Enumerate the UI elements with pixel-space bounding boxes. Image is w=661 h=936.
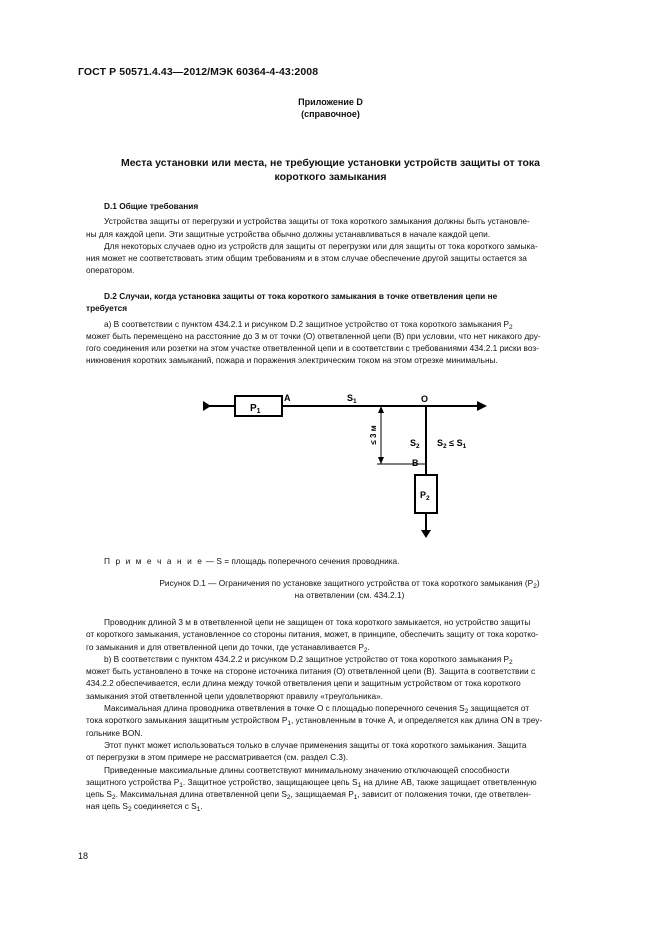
d2-a-line2: может быть перемещено на расстояние до 3 м от точки (O) ответвленной цепи (B) при условии, что нет никакого дру- bbox=[86, 330, 541, 341]
d2-heading-line1: D.2 Случаи, когда установка защиты от тока короткого замыкания в точке ответвления цепи не bbox=[104, 291, 498, 301]
s1-label: $S_1$ bbox=[347, 393, 357, 405]
title-line-1: Места установки или места, не требующие установки устройств защиты от тока bbox=[120, 157, 541, 169]
device-p1-label: $P_1$ bbox=[250, 403, 261, 415]
body-after-figure bbox=[86, 616, 613, 813]
branch-output-arrow bbox=[421, 530, 431, 538]
s2-label: $S_2$ bbox=[410, 438, 420, 450]
caption-line2: на ответвлении (см. 434.2.1) bbox=[294, 590, 405, 601]
g-line3: цепь $S_2$. Максимальная длина ответвленной цепи $S_2$, защищаемая $P_1$, зависит от положения точки, где ответвлен- bbox=[86, 789, 531, 802]
point-o-label: O bbox=[421, 394, 429, 404]
appendix-type: (справочное) bbox=[301, 109, 360, 119]
g-line1: Приведенные максимальные длины соответствуют минимальному значению отключающей способности bbox=[104, 764, 510, 775]
output-arrow bbox=[477, 401, 487, 411]
figure-caption bbox=[86, 577, 613, 602]
m-line2: тока короткого замыкания защитным устройством $P_1$, установленным в точке A, и определяется как длина ON в треу- bbox=[86, 715, 543, 728]
g-line2: защитного устройства $P_1$. Защитное устройство, защищающее цепь $S_1$ на длине AB, также защищает ответвленную bbox=[86, 776, 537, 789]
p3-line3: го замыкания и для ответвленной цепи до точки, где устанавливается $P_2$. bbox=[86, 641, 370, 654]
t-line1: Этот пункт может использоваться только в случае применения защиты от тока короткого замыкания. Защита bbox=[104, 739, 527, 750]
b-line2: может быть установлено в точке на стороне источника питания (O) ответвленной цепи (B). Защита в соответствии с bbox=[86, 666, 536, 677]
d2-a-line3: гого соединения или розетки на этом участке ответвленной цепи и в соответствии с требованиями 434.2.1 риски воз- bbox=[86, 343, 539, 354]
input-arrow bbox=[203, 401, 235, 411]
appendix-label: Приложение D bbox=[298, 97, 363, 107]
point-b-label: B bbox=[412, 458, 419, 468]
figure-note bbox=[104, 556, 399, 566]
b-line4: замыкания этой ответвленной цепи удовлетворяют правилу «треугольника». bbox=[86, 690, 383, 701]
d2-heading-line2: требуется bbox=[86, 303, 128, 314]
d1-p1-line2: ны для каждой цепи. Эти защитные устройства обычно должны устанавливаться в начале каждой цепи. bbox=[86, 228, 491, 239]
d2-a-line4: никновения коротких замыканий, пожара и поражения электрическим током на этом отрезке минимальны. bbox=[86, 355, 498, 366]
distance-dimension bbox=[377, 406, 426, 464]
d2-section bbox=[86, 290, 613, 367]
point-a-label: A bbox=[284, 393, 291, 403]
d1-p1-line1: Устройства защиты от перегрузки и устройства защиты от тока короткого замыкания должны быть установле- bbox=[104, 216, 530, 227]
d1-section bbox=[86, 200, 613, 277]
note-label: П р и м е ч а н и е bbox=[104, 556, 204, 566]
d1-p2-line3: оператором. bbox=[86, 265, 135, 276]
circuit-diagram bbox=[195, 385, 505, 545]
d1-heading: D.1 Общие требования bbox=[104, 201, 199, 211]
d1-p2-line1: Для некоторых случаев одно из устройств для защиты от перегрузки или для защиты от тока короткого замыка- bbox=[104, 240, 538, 251]
document-header: ГОСТ Р 50571.4.43—2012/МЭК 60364-4-43:2008 bbox=[78, 66, 319, 78]
device-p2-label: $P_2$ bbox=[420, 490, 430, 502]
title-line-2: короткого замыкания bbox=[274, 171, 387, 183]
m-line3: гольнике BON. bbox=[86, 727, 143, 738]
t-line2: от перегрузки в этом примере не рассматривается (см. раздел C.3). bbox=[86, 752, 349, 763]
note-text: — S = площадь поперечного сечения проводника. bbox=[203, 556, 400, 566]
distance-label: ≤ 3 м bbox=[369, 425, 378, 445]
m-line1: Максимальная длина проводника ответвления в точке O с площадью поперечного сечения $S_2$ защищается от bbox=[104, 703, 530, 716]
d1-p2-line2: ния может не соответствовать этим общим требованиям и в этом случае обеспечение другой защиты остается за bbox=[86, 253, 527, 264]
b-line3: 434.2.2 обеспечивается, если длина между точкой ответвления цепи и защитным устройством от тока короткого bbox=[86, 678, 521, 689]
caption-line1: Рисунок D.1 — Ограничения по установке защитного устройства от тока короткого замыкания $(P_2)$ bbox=[159, 578, 540, 590]
p3-line2: от короткого замыкания, установленное со стороны питания, может, в принципе, обеспечить защиту от тока коротко- bbox=[86, 629, 539, 640]
section-title bbox=[0, 156, 661, 184]
relation-label: $S_2 \le S_1$ bbox=[437, 438, 467, 450]
p3-line1: Проводник длиной 3 м в ответвленной цепи не защищен от тока короткого замыкается, но устройство защиты bbox=[104, 617, 531, 627]
b-line1: b) В соответствии с пунктом 434.2.2 и рисунком D.2 защитное устройство от тока короткого замыкания $P_2$ bbox=[104, 653, 513, 666]
g-line4: ная цепь $S_2$ соединяется с $S_1$. bbox=[86, 801, 203, 814]
d2-a-line1: а) В соответствии с пунктом 434.2.1 и рисунком D.2 защитное устройство от тока короткого замыкания $P_2$ bbox=[104, 318, 513, 331]
page-number: 18 bbox=[78, 851, 89, 861]
